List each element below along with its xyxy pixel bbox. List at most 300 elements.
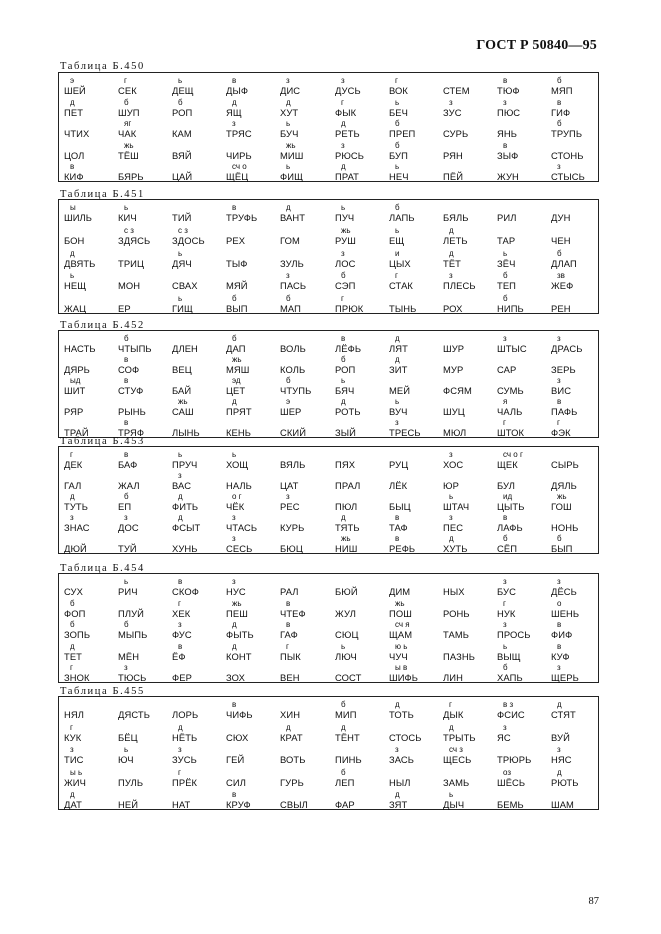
phonetic-mark: д (232, 641, 237, 651)
test-word: ФЫТЬ (226, 629, 254, 640)
phonetic-mark: д (70, 641, 75, 651)
phonetic-mark: д (449, 225, 454, 235)
test-word: РОП (172, 106, 193, 118)
phonetic-mark: в (178, 577, 183, 586)
test-word: ЖУН (497, 171, 519, 182)
phonetic-mark: ь (449, 790, 454, 799)
test-word: ШУЦ (443, 406, 465, 417)
phonetic-mark: д (341, 722, 346, 732)
test-word: БУП (389, 149, 408, 161)
test-word: ЗУЛЬ (280, 257, 304, 269)
test-word: РОТЬ (335, 406, 361, 417)
test-word: РЮСЬ (335, 149, 364, 161)
test-word: ТЯТЬ (335, 522, 360, 533)
test-word: ВЫП (226, 303, 248, 314)
test-word: ЮР (443, 480, 459, 491)
test-word: СТЯТ (551, 709, 576, 720)
phonetic-mark: в (557, 620, 562, 629)
phonetic-mark: г (395, 76, 398, 85)
test-word: ФЫК (335, 106, 357, 118)
phonetic-mark: сч з (449, 745, 463, 754)
test-word: КРАТ (280, 731, 303, 743)
test-word: РЕТЬ (335, 128, 360, 139)
phonetic-mark: ь (70, 271, 75, 281)
phonetic-mark: г (70, 722, 73, 732)
test-word: ГИФ (551, 106, 571, 118)
test-word: МЮЛ (443, 427, 467, 438)
phonetic-mark: оз (503, 767, 512, 777)
phonetic-mark: в (178, 641, 183, 651)
phonetic-mark: зв (557, 271, 565, 281)
test-word: ПЛЕСЬ (443, 280, 476, 292)
phonetic-mark: з (341, 140, 345, 150)
test-word: НЯС (551, 754, 572, 765)
phonetic-mark: д (232, 397, 237, 406)
test-word: ШАМ (551, 799, 574, 810)
test-word: ЧТЫПЬ (118, 343, 152, 354)
test-word: КИФ (64, 171, 84, 182)
phonetic-mark: ь (395, 162, 400, 171)
test-word: ЛАПЬ (389, 212, 415, 223)
phonetic-mark: б (557, 248, 562, 258)
phonetic-mark: д (341, 162, 346, 171)
test-word: ДЫФ (226, 85, 249, 96)
phonetic-mark: д (557, 767, 562, 777)
test-word: ЗУС (443, 106, 462, 118)
test-word: ЦАЙ (172, 171, 193, 182)
test-word: ПЁЙ (443, 171, 464, 182)
test-word: ВОК (389, 85, 408, 96)
phonetic-mark: д (449, 722, 454, 732)
phonetic-mark: ь (341, 203, 346, 212)
test-word: САШ (172, 406, 194, 417)
test-word: ФУС (172, 629, 192, 640)
phonetic-mark: г (124, 76, 127, 85)
phonetic-mark: з (286, 492, 290, 501)
phonetic-mark: б (124, 620, 129, 629)
phonetic-mark: сч о г (503, 450, 523, 459)
test-word: МЁН (118, 650, 140, 662)
test-word: РИЛ (497, 212, 517, 223)
page-number: 87 (588, 896, 599, 907)
phonetic-mark: о (557, 598, 562, 608)
test-word: ЛОРЬ (172, 709, 199, 720)
test-word: ШТАЧ (443, 501, 470, 512)
test-word: ДРАСЬ (551, 343, 583, 354)
test-word: ФОП (64, 607, 86, 619)
phonetic-mark: ь (449, 492, 454, 501)
phonetic-mark: б (341, 700, 346, 709)
test-word: ЧАК (118, 128, 137, 139)
phonetic-mark: з (557, 162, 561, 171)
phonetic-mark: з (449, 97, 453, 107)
phonetic-mark: з (395, 418, 399, 427)
phonetic-mark: д (70, 492, 75, 501)
test-word: НУК (497, 607, 516, 619)
phonetic-mark: б (124, 334, 129, 343)
test-word: ТЕТ (64, 650, 83, 662)
test-word: ПРЁК (172, 776, 198, 788)
test-word: БЯЧ (335, 385, 355, 396)
test-word: ТЫФ (226, 257, 248, 269)
phonetic-mark: з (557, 745, 561, 754)
test-word: РЕФЬ (389, 543, 416, 554)
test-word: ДЛАП (551, 257, 577, 269)
test-word: БЕЧ (389, 106, 408, 118)
phonetic-mark: ь (341, 376, 346, 385)
test-word: ХОЩ (226, 459, 249, 470)
word-table (58, 330, 599, 438)
test-word: ШУП (118, 106, 140, 118)
test-word: РЯН (443, 149, 463, 161)
test-word: ПУЛЬ (118, 776, 144, 788)
test-word: ХУТ (280, 106, 299, 118)
phonetic-mark: д (232, 97, 237, 107)
phonetic-mark: з (503, 577, 507, 586)
test-word: ЗАСЬ (389, 754, 415, 765)
test-word: ДОС (118, 522, 139, 533)
word-table (58, 696, 599, 810)
test-word: КОЛЬ (280, 364, 306, 375)
test-word: НУС (226, 586, 246, 597)
test-word: ВЫЩ (497, 650, 521, 662)
phonetic-mark: з (557, 376, 561, 385)
phonetic-mark: сч о (232, 162, 247, 171)
phonetic-mark: в (232, 700, 237, 709)
test-word: ЩАМ (389, 629, 413, 640)
phonetic-mark: д (70, 248, 75, 258)
test-word: РЕХ (226, 234, 246, 246)
phonetic-mark: в (124, 418, 129, 427)
phonetic-mark: в (557, 97, 562, 107)
test-word: ЗЫЙ (335, 427, 357, 438)
test-word: ДЫК (443, 709, 464, 720)
phonetic-mark: з (503, 620, 507, 629)
test-word: РОНЬ (443, 607, 470, 619)
test-word: НЁТЬ (172, 731, 198, 743)
test-word: ЧУЧ (389, 650, 408, 662)
test-word: БУС (497, 586, 516, 597)
test-word: ПЯХ (335, 459, 356, 470)
phonetic-mark: жь (232, 598, 242, 608)
phonetic-mark: д (286, 722, 291, 732)
test-word: МЯШ (226, 364, 250, 375)
phonetic-mark: г (449, 700, 452, 709)
test-word: ПРАТ (335, 171, 360, 182)
phonetic-mark: б (232, 334, 237, 343)
test-word: ФИЩ (280, 171, 303, 182)
test-word: ТИС (64, 754, 84, 765)
test-word: СЕСЬ (226, 543, 253, 554)
phonetic-mark: г (70, 663, 73, 672)
test-word: КУК (64, 731, 82, 743)
test-word: МЫПЬ (118, 629, 148, 640)
test-word: РОП (335, 364, 356, 375)
word-table (58, 199, 599, 314)
phonetic-mark: в (232, 76, 237, 85)
test-word: СЮХ (226, 731, 249, 743)
test-word: ЛЮЧ (335, 650, 357, 662)
test-word: ХОС (443, 459, 464, 470)
table-caption: Таблица Б.451 (60, 189, 145, 200)
test-word: ЗОПЬ (64, 629, 91, 640)
test-word: БУЧ (280, 128, 299, 139)
test-word: БЯРЬ (118, 171, 144, 182)
test-word: ЗОХ (226, 672, 245, 683)
phonetic-mark: ь (503, 641, 508, 651)
phonetic-mark: я (503, 397, 508, 406)
phonetic-mark: з (557, 663, 561, 672)
test-word: БАЙ (172, 385, 192, 396)
test-word: САР (497, 364, 517, 375)
phonetic-mark: ь (286, 119, 291, 128)
test-word: КРУФ (226, 799, 251, 810)
test-word: ПЮЛ (335, 501, 358, 512)
test-word: ТРЯФ (118, 427, 145, 438)
test-word: ЧИФЬ (226, 709, 253, 720)
test-word: НЕЩ (64, 280, 87, 292)
test-word: БЯЛЬ (443, 212, 469, 223)
table-caption: Таблица Б.454 (60, 563, 145, 574)
test-word: СКИЙ (280, 427, 307, 438)
phonetic-mark: д (557, 700, 562, 709)
test-word: ШТЫС (497, 343, 527, 354)
phonetic-mark: з (232, 513, 236, 522)
phonetic-mark: г (557, 418, 560, 427)
test-word: РЕС (280, 501, 300, 512)
test-word: ЛЕТЬ (443, 234, 468, 246)
phonetic-mark: в (286, 620, 291, 629)
phonetic-mark: ь (178, 294, 183, 303)
test-word: ДЯРЬ (64, 364, 90, 375)
test-word: ДИМ (389, 586, 411, 597)
test-word: ЩЕРЬ (551, 672, 579, 683)
test-word: ЦАТ (280, 480, 299, 491)
phonetic-mark: з (449, 450, 453, 459)
phonetic-mark: в (341, 334, 346, 343)
test-word: ВЯЛЬ (280, 459, 306, 470)
test-word: ЗЫФ (497, 149, 519, 161)
test-word: РОХ (443, 303, 463, 314)
phonetic-mark: ь (178, 76, 183, 85)
test-word: КЕНЬ (226, 427, 252, 438)
phonetic-mark: в з (503, 700, 514, 709)
test-word: ПРЮК (335, 303, 364, 314)
table-caption: Таблица Б.453 (60, 436, 145, 447)
test-word: ЛЫНЬ (172, 427, 200, 438)
test-word: ВАНТ (280, 212, 306, 223)
test-word: БОН (64, 234, 85, 246)
test-word: ЕП (118, 501, 132, 512)
test-word: РЫНЬ (118, 406, 146, 417)
test-word: ВУЙ (551, 731, 570, 743)
phonetic-mark: б (178, 97, 183, 107)
test-word: ТРИЦ (118, 257, 145, 269)
test-word: ЗНАС (64, 522, 90, 533)
test-word: ПЕШ (226, 607, 248, 619)
test-word: ФЕР (172, 672, 192, 683)
phonetic-mark: б (503, 294, 508, 303)
phonetic-mark: ь (178, 248, 183, 258)
test-word: СЁП (497, 543, 518, 554)
phonetic-mark: ь (395, 97, 400, 107)
test-word: БЕМЬ (497, 799, 524, 810)
test-word: МЕЙ (389, 385, 411, 396)
test-word: ЩЕСЬ (443, 754, 472, 765)
test-word: ТАФ (389, 522, 408, 533)
phonetic-mark: д (395, 790, 400, 799)
phonetic-mark: жь (395, 598, 405, 608)
test-word: ФЭК (551, 427, 571, 438)
test-word: МИШ (280, 149, 304, 161)
test-word: ПРОСЬ (497, 629, 531, 640)
phonetic-mark: з (503, 97, 507, 107)
phonetic-mark: ы (70, 203, 76, 212)
phonetic-mark: з (449, 271, 453, 281)
phonetic-mark: жь (124, 140, 134, 150)
phonetic-mark: э (286, 397, 291, 406)
test-word: ПРУЧ (172, 459, 198, 470)
phonetic-mark: д (449, 248, 454, 258)
phonetic-mark: в (70, 162, 75, 171)
phonetic-mark: з (178, 620, 182, 629)
test-word: СЮЦ (335, 629, 359, 640)
test-word: ЗАМЬ (443, 776, 470, 788)
test-word: ПЮС (497, 106, 521, 118)
test-word: ПЕС (443, 522, 464, 533)
test-word: ЧЁК (226, 501, 245, 512)
test-word: ПЫК (280, 650, 301, 662)
test-word: ЛИН (443, 672, 463, 683)
test-word: НЫЛ (389, 776, 411, 788)
test-word: ШУР (443, 343, 465, 354)
test-word: ПИНЬ (335, 754, 362, 765)
test-word: ДВЯТЬ (64, 257, 96, 269)
phonetic-mark: б (557, 119, 562, 128)
phonetic-mark: б (341, 355, 346, 364)
test-word: КОНТ (226, 650, 252, 662)
phonetic-mark: з (124, 663, 128, 672)
phonetic-mark: ь (124, 577, 129, 586)
test-word: МЯЙ (226, 280, 248, 292)
test-word: ЕР (118, 303, 131, 314)
test-word: ХУТЬ (443, 543, 468, 554)
phonetic-mark: б (557, 76, 562, 85)
test-word: ПЛУЙ (118, 607, 144, 619)
phonetic-mark: ид (503, 492, 513, 501)
test-word: ЦЫХ (389, 257, 411, 269)
test-word: ДЕК (64, 459, 83, 470)
test-word: ДИС (280, 85, 301, 96)
test-word: ЖАЦ (64, 303, 87, 314)
test-word: ДЛЕН (172, 343, 198, 354)
phonetic-mark: ь (232, 450, 237, 459)
phonetic-mark: ь (178, 450, 183, 459)
test-word: ГАЛ (64, 480, 82, 491)
phonetic-mark: з (286, 76, 290, 85)
test-word: ШЕЙ (64, 85, 86, 96)
test-word: СТУФ (118, 385, 144, 396)
test-word: НАТ (172, 799, 191, 810)
test-word: ЗЁЧ (497, 257, 516, 269)
test-word: ТРЕСЬ (389, 427, 421, 438)
test-word: СЕК (118, 85, 137, 96)
test-word: ФИТЬ (172, 501, 199, 512)
phonetic-mark: в (124, 355, 129, 364)
test-word: ЦОЛ (64, 149, 85, 161)
test-word: ХУНЬ (172, 543, 198, 554)
test-word: ТАМЬ (443, 629, 470, 640)
phonetic-mark: жь (557, 492, 567, 501)
test-word: ДУН (551, 212, 571, 223)
phonetic-mark: б (503, 534, 508, 543)
test-word: ЗЕРЬ (551, 364, 576, 375)
test-word: ШЁСЬ (497, 776, 526, 788)
phonetic-mark: в (232, 790, 237, 799)
test-word: ЗЯТ (389, 799, 408, 810)
test-word: ГЕЙ (226, 754, 245, 765)
test-word: ШЕНЬ (551, 607, 580, 619)
test-word: ЛОС (335, 257, 356, 269)
phonetic-mark: д (286, 203, 291, 212)
test-word: РЯР (64, 406, 84, 417)
phonetic-mark: б (395, 140, 400, 150)
phonetic-mark: жь (178, 397, 188, 406)
test-word: ФСЫТ (172, 522, 201, 533)
phonetic-mark: б (395, 203, 400, 212)
test-word: РИЧ (118, 586, 138, 597)
phonetic-mark: з (395, 745, 399, 754)
test-word: ФСИС (497, 709, 525, 720)
test-word: ПАЗНЬ (443, 650, 475, 662)
test-word: ТУЙ (118, 543, 137, 554)
test-word: НЕЙ (118, 799, 139, 810)
phonetic-mark: сч я (395, 620, 410, 629)
phonetic-mark: г (395, 271, 398, 281)
phonetic-mark: б (124, 97, 129, 107)
phonetic-mark: д (70, 97, 75, 107)
phonetic-mark: д (395, 334, 400, 343)
phonetic-mark: з (503, 722, 507, 732)
test-word: ЗДЯСЬ (118, 234, 151, 246)
test-word: ТЁШ (118, 149, 139, 161)
test-word: ТИЙ (172, 212, 192, 223)
test-word: МУР (443, 364, 464, 375)
phonetic-mark: ь (124, 203, 129, 212)
test-word: БЮЦ (280, 543, 303, 554)
phonetic-mark: б (286, 376, 291, 385)
test-word: ТУТЬ (64, 501, 88, 512)
phonetic-mark: д (178, 492, 183, 501)
test-word: ШИФЬ (389, 672, 419, 683)
phonetic-mark: в (557, 641, 562, 651)
test-word: ЯС (497, 731, 511, 743)
test-word: ДЁСЬ (551, 586, 577, 597)
phonetic-mark: жь (341, 225, 351, 235)
test-word: ПРАЛ (335, 480, 361, 491)
test-word: МЯП (551, 85, 573, 96)
phonetic-mark: г (503, 418, 506, 427)
phonetic-mark: ь (395, 225, 400, 235)
test-word: ЕЩ (389, 234, 405, 246)
phonetic-mark: в (124, 450, 129, 459)
test-word: ВИС (551, 385, 572, 396)
phonetic-mark: д (70, 790, 75, 799)
test-word: ЧТИХ (64, 128, 90, 139)
test-word: БЮЙ (335, 586, 358, 597)
phonetic-mark: ы ь (70, 767, 83, 777)
phonetic-mark: з (449, 513, 453, 522)
